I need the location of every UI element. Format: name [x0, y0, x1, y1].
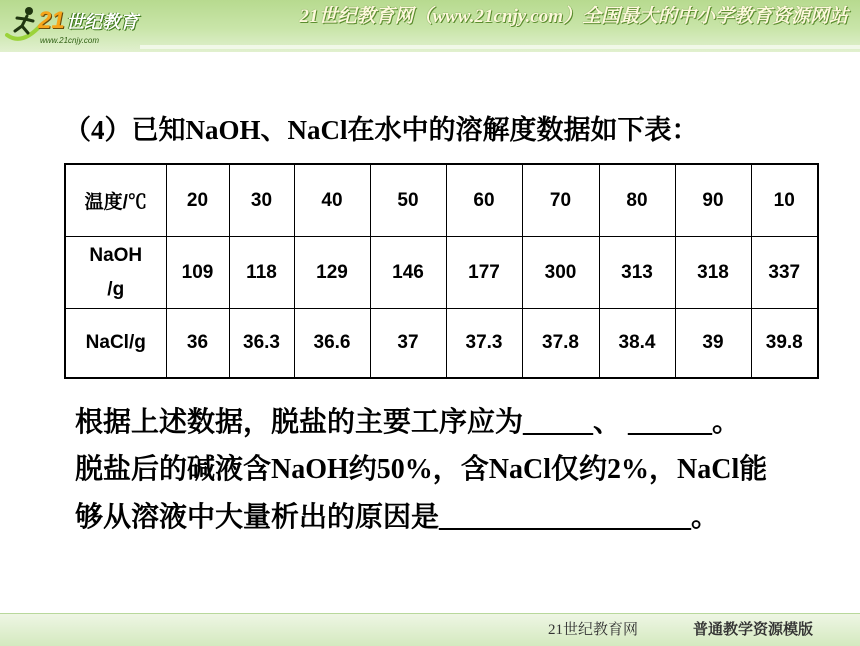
question-line-1: 根据上述数据，脱盐的主要工序应为_____、 ______。	[75, 407, 741, 438]
table-cell: 36	[166, 309, 229, 379]
row-label-naoh-line1: NaOH	[89, 244, 143, 266]
question-intro: （4）已知NaOH、NaCl在水中的溶解度数据如下表：	[64, 115, 699, 145]
table-cell: 30	[229, 164, 294, 237]
table-row-nacl	[65, 309, 818, 379]
table-row-naoh	[65, 237, 818, 309]
header-divider	[140, 45, 860, 49]
table-cell: 313	[599, 237, 675, 309]
table-row-temperature	[65, 164, 818, 237]
table-cell: 20	[166, 164, 229, 237]
table-cell: 36.6	[294, 309, 370, 379]
question-line-2: 脱盐后的碱液含NaOH约50%，含NaCl仅约2%，NaCl能	[75, 454, 768, 485]
table-cell: 70	[522, 164, 599, 237]
row-label-nacl: NaCl/g	[65, 309, 166, 379]
table-cell: 337	[751, 237, 818, 309]
table-cell: 37	[370, 309, 446, 379]
site-logo	[4, 2, 154, 48]
site-slogan: 21世纪教育网（www.21cnjy.com）全国最大的中小学教育资源网站	[299, 6, 848, 27]
table-cell: 40	[294, 164, 370, 237]
table-cell: 50	[370, 164, 446, 237]
logo-number: 21	[38, 7, 65, 34]
table-cell: 38.4	[599, 309, 675, 379]
table-cell: 118	[229, 237, 294, 309]
header-banner	[0, 0, 860, 52]
question-line-3: 够从溶液中大量析出的原因是__________________。	[75, 502, 720, 533]
footer-template-name: 普通教学资源模版	[693, 622, 814, 638]
table-cell: 90	[675, 164, 751, 237]
footer-banner	[0, 613, 860, 646]
table-cell: 318	[675, 237, 751, 309]
logo-url: www.21cnjy.com	[40, 36, 99, 45]
table-cell: 39	[675, 309, 751, 379]
table-cell: 177	[446, 237, 522, 309]
row-label-temperature: 温度/℃	[65, 164, 166, 237]
table-cell: 10	[751, 164, 818, 237]
table-cell: 60	[446, 164, 522, 237]
table-cell: 146	[370, 237, 446, 309]
table-cell: 37.8	[522, 309, 599, 379]
row-label-naoh	[65, 237, 166, 309]
table-cell: 129	[294, 237, 370, 309]
table-cell: 39.8	[751, 309, 818, 379]
footer-site-name: 21世纪教育网	[548, 622, 639, 638]
table-cell: 300	[522, 237, 599, 309]
table-cell: 37.3	[446, 309, 522, 379]
logo-text: 世纪教育	[66, 12, 138, 32]
table-cell: 80	[599, 164, 675, 237]
solubility-table	[64, 163, 819, 379]
table-cell: 109	[166, 237, 229, 309]
table-cell: 36.3	[229, 309, 294, 379]
row-label-naoh-line2: /g	[107, 278, 125, 300]
